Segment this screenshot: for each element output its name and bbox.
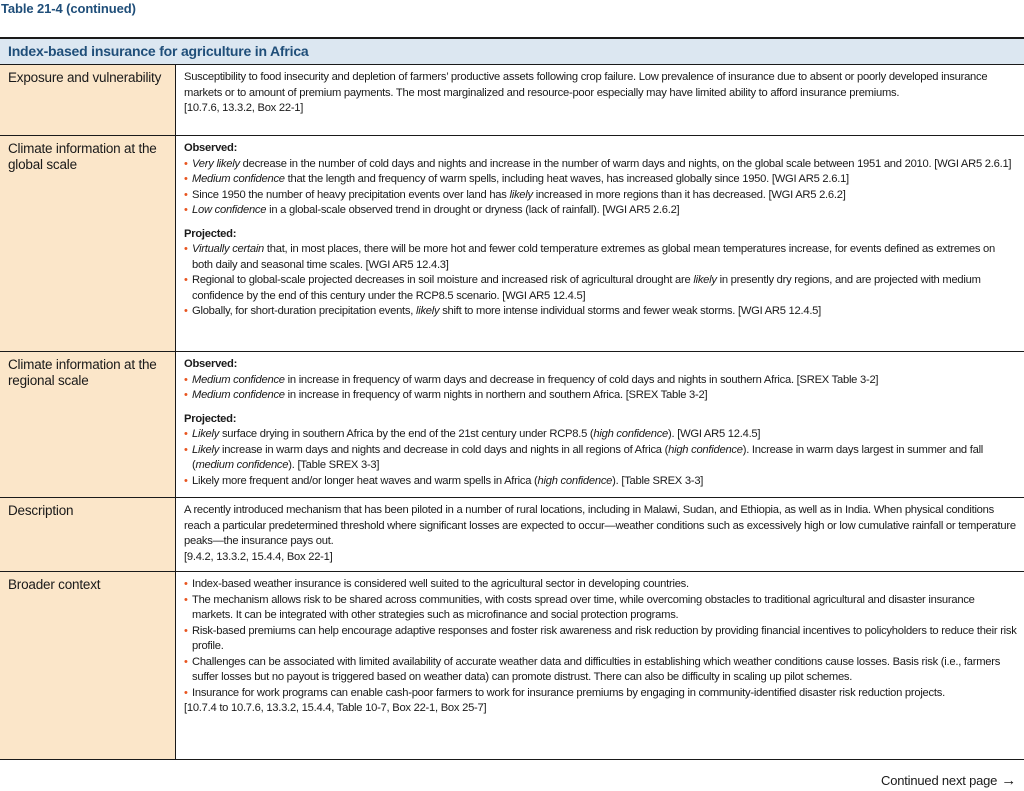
- list-item: • Index-based weather insurance is considered well suited to the agricultural sector in developing countries.: [184, 577, 1018, 593]
- row-label: Broader context: [0, 572, 176, 759]
- projected-heading: Projected:: [184, 227, 237, 240]
- table-row-description: [0, 498, 1024, 572]
- bullet-icon: •: [184, 157, 188, 170]
- list-item: • The mechanism allows risk to be shared across communities, with costs spread over time, while overcoming obstacles to traditional agricultural and disaster insurance markets. It can be integrated with other strategies such as microfinance and social protection programs.: [184, 593, 975, 621]
- list-item: • Risk-based premiums can help encourage adaptive responses and foster risk awareness and risk reduction by providing financial incentives to policyholders to reduce their risk profile.: [184, 624, 1017, 652]
- table-row-regional-climate: [0, 352, 1024, 498]
- paragraph: Susceptibility to food insecurity and depletion of farmers’ productive assets following crop failure. Low prevalence of insurance due to absent or poorly developed insurance markets or to amount of premium payments. The most marginalized and resource-poor especially may have limited ability to afford insurance premiums.: [184, 71, 988, 99]
- context-list: [184, 577, 1018, 701]
- bullet-icon: •: [184, 243, 188, 255]
- list-item: • Very likely decrease in the number of cold days and nights and increase in the number of warm days and nights, on the global scale between 1951 and 2010. [WGI AR5 2.6.1]: [184, 157, 1018, 173]
- table-title: Index-based insurance for agriculture in Africa: [0, 39, 1024, 65]
- row-label: Climate information at the global scale: [0, 136, 176, 351]
- bullet-icon: •: [184, 655, 188, 668]
- bullet-icon: •: [184, 686, 188, 699]
- continued-next-page: [881, 772, 1016, 789]
- list-item: • Insurance for work programs can enable cash-poor farmers to work for insurance premiums by engaging in community-identified disaster risk reduction projects.: [184, 686, 1018, 702]
- observed-list: [184, 373, 1018, 404]
- table-row-exposure: [0, 65, 1024, 136]
- row-content: [176, 498, 1024, 571]
- references: [10.7.6, 13.3.2, Box 22-1]: [184, 102, 304, 114]
- table-row-global-climate: [0, 136, 1024, 352]
- table-row-broader-context: [0, 572, 1024, 760]
- bullet-icon: •: [184, 188, 188, 201]
- projected-list: [184, 427, 1018, 489]
- list-item: • Medium confidence that the length and frequency of warm spells, including heat waves, has increased globally since 1950. [WGI AR5 2.6.1]: [184, 172, 1018, 188]
- list-item: • Low confidence in a global-scale observed trend in drought or dryness (lack of rainfall). [WGI AR5 2.6.2]: [184, 203, 1018, 219]
- bullet-icon: •: [184, 593, 188, 606]
- list-item: • Since 1950 the number of heavy precipitation events over land has likely increased in more regions than it has decreased. [WGI AR5 2.6.2]: [184, 188, 1018, 204]
- bullet-icon: •: [184, 305, 188, 317]
- list-item: • Likely more frequent and/or longer heat waves and warm spells in Africa (high confidence). [Table SREX 3-3]: [184, 474, 1018, 490]
- bullet-icon: •: [184, 274, 188, 286]
- bullet-icon: •: [184, 443, 188, 456]
- bullet-icon: •: [184, 428, 188, 440]
- bullet-icon: •: [184, 474, 188, 487]
- bullet-icon: •: [184, 204, 188, 216]
- list-item: • Medium confidence in increase in frequency of warm nights in northern and southern Africa. [SREX Table 3-2]: [184, 388, 1018, 404]
- list-item: • Regional to global-scale projected decreases in soil moisture and increased risk of agricultural drought are likely in presently dry regions, and are projected with medium confidence by the end of this century under the RCP8.5 scenario. [WGI AR5 12.4.5]: [184, 274, 981, 302]
- row-label: Exposure and vulnerability: [0, 65, 176, 135]
- footer-text: Continued next page: [881, 773, 998, 788]
- observed-heading: Observed:: [184, 142, 238, 154]
- bullet-icon: •: [184, 373, 188, 386]
- references: [10.7.4 to 10.7.6, 13.3.2, 15.4.4, Table 10-7, Box 22-1, Box 25-7]: [184, 702, 487, 714]
- arrow-right-icon: →: [1001, 772, 1016, 789]
- bullet-icon: •: [184, 173, 188, 185]
- list-item: • Challenges can be associated with limited availability of accurate weather data and difficulties in establishing which weather conditions cause losses. Basis risk (i.e., farmers suffer losses but no payout is triggered based on weather data) can promote distrust. There can also be difficulty in scaling up pilot schemes.: [184, 655, 1001, 683]
- row-label: Climate information at the regional scale: [0, 352, 176, 497]
- row-label: Description: [0, 498, 176, 571]
- projected-heading: Projected:: [184, 412, 237, 425]
- references: [9.4.2, 13.3.2, 15.4.4, Box 22-1]: [184, 550, 333, 563]
- row-content: [176, 572, 1024, 759]
- row-content: [176, 65, 1024, 135]
- observed-heading: Observed:: [184, 358, 238, 370]
- table: [0, 37, 1024, 760]
- row-content: [176, 352, 1024, 497]
- list-item: • Globally, for short-duration precipitation events, likely shift to more intense individual storms and fewer weak storms. [WGI AR5 12.4.5]: [184, 304, 1018, 320]
- row-content: [176, 136, 1024, 351]
- list-item: • Likely increase in warm days and nights and decrease in cold days and nights in all regions of Africa (high confidence). Increase in warm days largest in summer and fall (medium confidence). [Table SREX 3-3]: [184, 443, 984, 471]
- projected-list: [184, 242, 1018, 320]
- list-item: • Virtually certain that, in most places, there will be more hot and fewer cold temperature extremes as global mean temperatures increase, for events defined as extremes on both daily and seasonal time scales. [WGI AR5 12.4.3]: [184, 243, 995, 271]
- bullet-icon: •: [184, 578, 188, 590]
- bullet-icon: •: [184, 389, 188, 401]
- list-item: • Likely surface drying in southern Africa by the end of the 21st century under RCP8.5 (high confidence). [WGI AR5 12.4.5]: [184, 427, 1018, 443]
- bullet-icon: •: [184, 624, 188, 637]
- table-caption: Table 21-4 (continued): [1, 1, 136, 16]
- paragraph: A recently introduced mechanism that has been piloted in a number of rural locations, including in Malawi, Sudan, and Ethiopia, as well as in India. When physical conditions reach a particular predetermined threshold where significant losses are expected to occur—weather conditions such as excessively high or low cumulative rainfall or temperature peaks—the insurance pays out.: [184, 504, 1016, 547]
- list-item: • Medium confidence in increase in frequency of warm days and decrease in frequency of cold days and nights in southern Africa. [SREX Table 3-2]: [184, 373, 1018, 389]
- observed-list: [184, 157, 1018, 219]
